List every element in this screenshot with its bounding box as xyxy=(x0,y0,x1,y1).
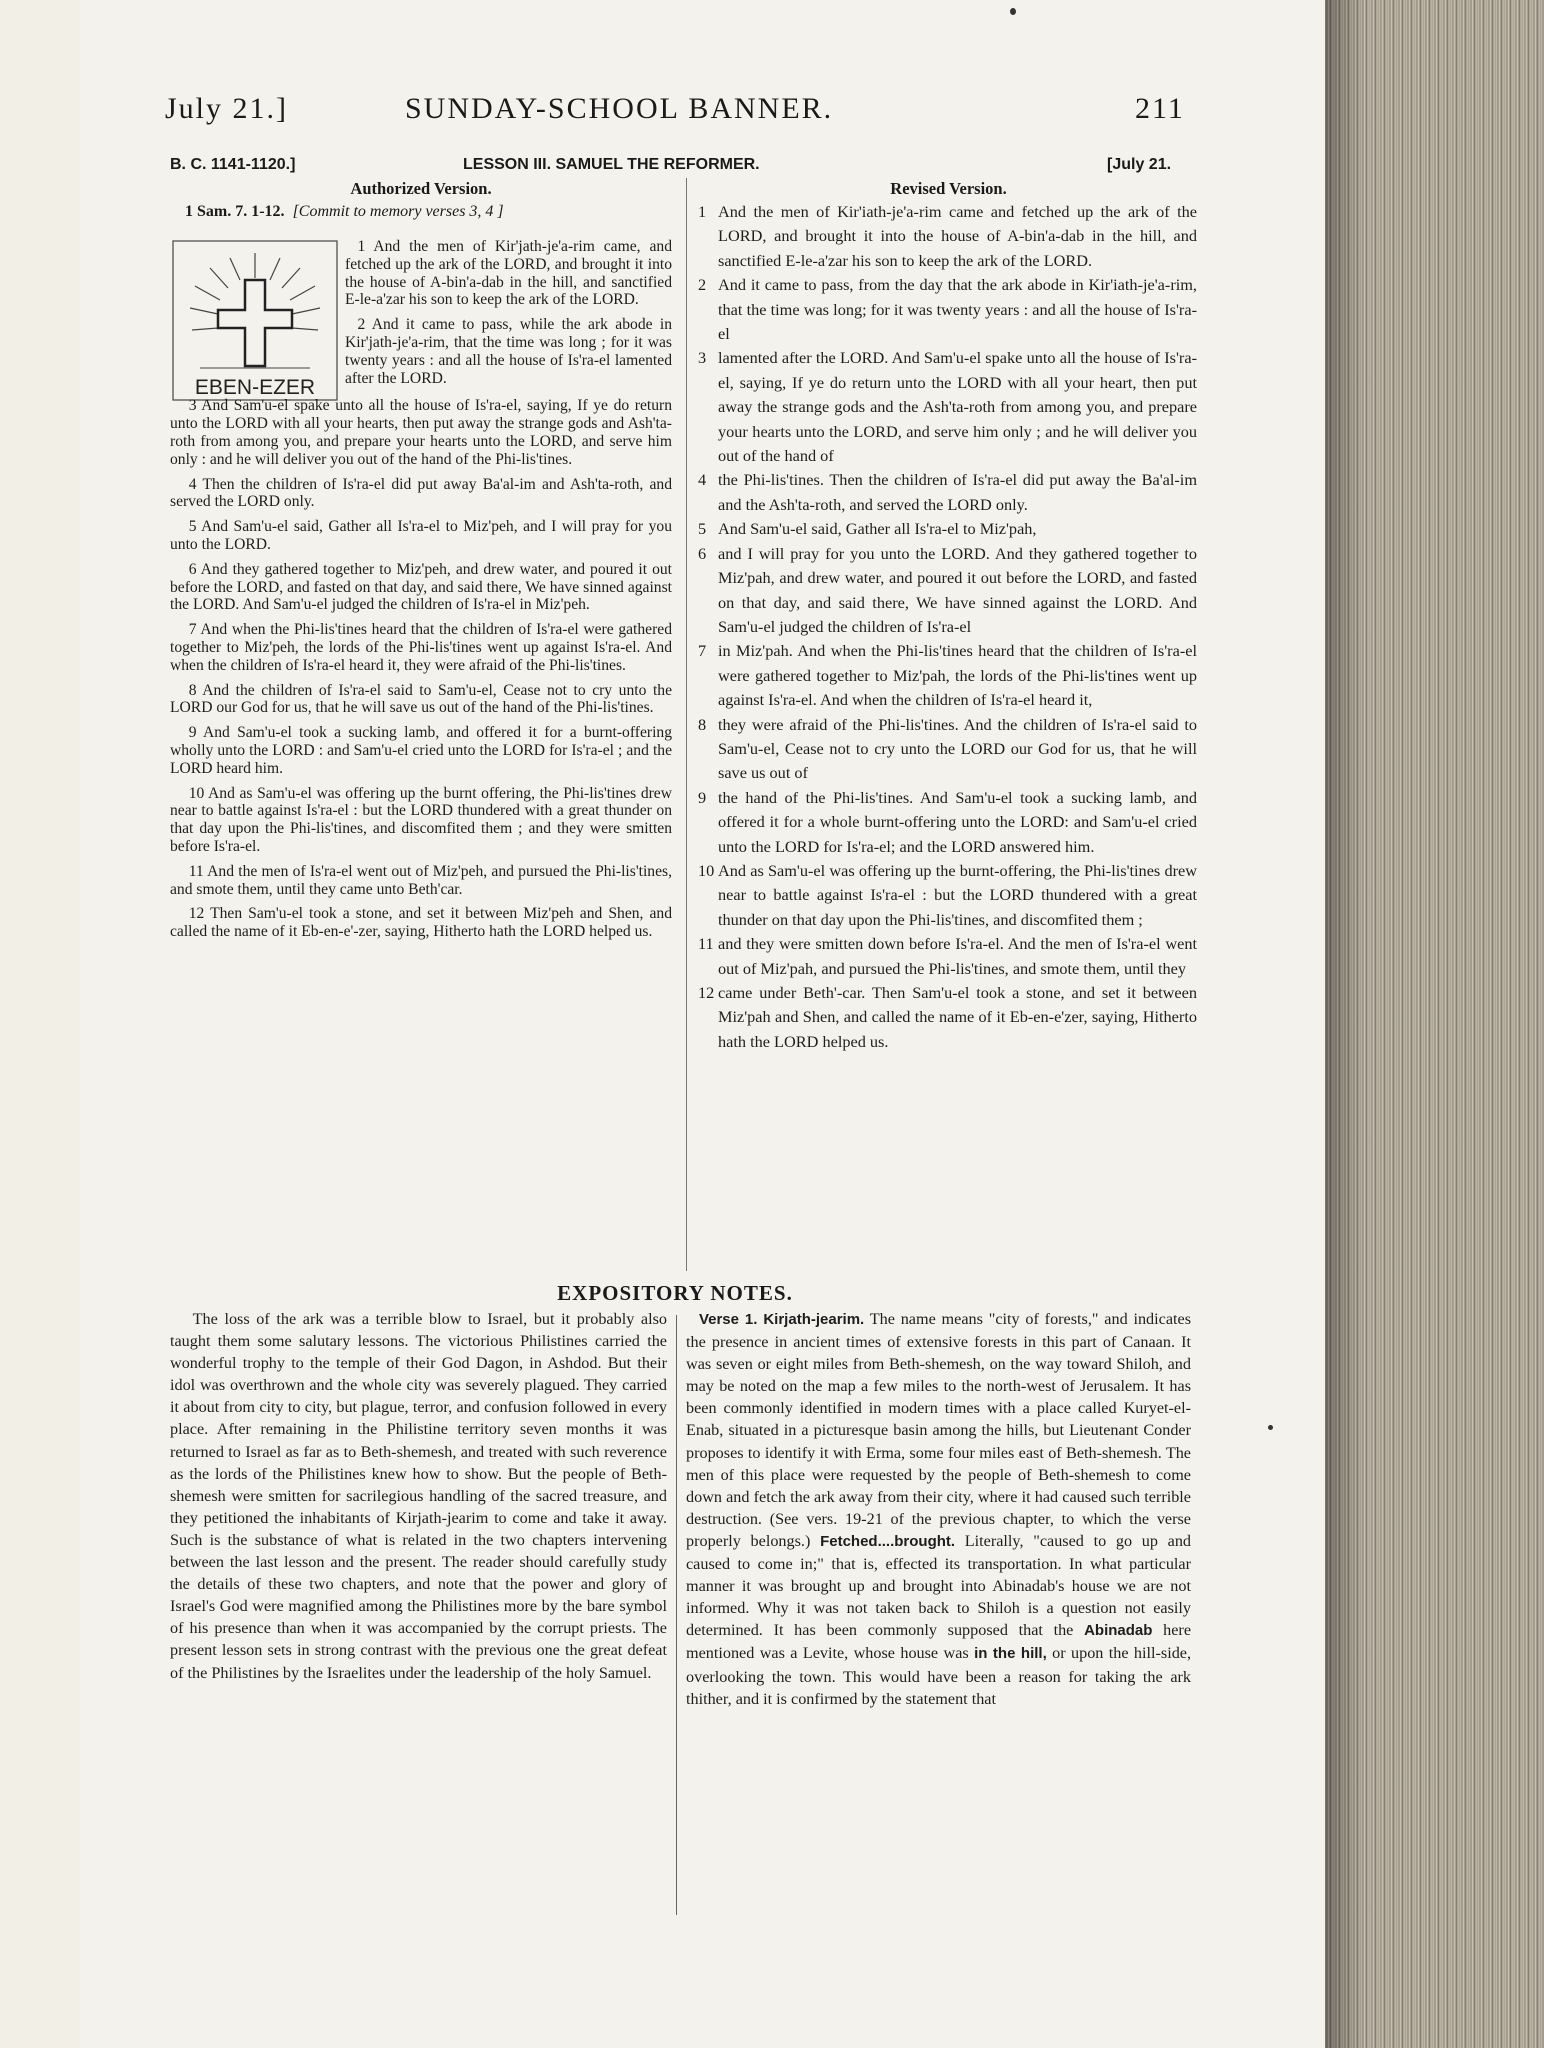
notes-text-fetched: Literally, "caused to go up and caused to come in;" that is, effected its transportation. In what particular manner it was brought up and brought into Abinadab's house we are not informed. Why it was not taken back to Shiloh is a question not easily determined. It has been commonly supposed that the xyxy=(686,1531,1192,1640)
scripture-passage: 1 Sam. 7. 1-12. xyxy=(185,203,285,220)
ink-speck xyxy=(1268,1425,1273,1430)
rv-verse-number: 5 xyxy=(698,519,707,539)
rv-verse-text: And as Sam'u-el was offering up the burnt-offering, the Phi-lis'tines drew near to battle against Is'ra-el : but the LORD thundered with a great thunder on that day upon the Phi-lis'tines, and discomfited them ; xyxy=(718,860,1197,929)
rv-verse-text: and they were smitten down before Is'ra-el. And the men of Is'ra-el went out of Miz'pah, and pursued the Phi-lis'tines, and smote them, until they xyxy=(718,934,1197,978)
page-number: 211 xyxy=(1135,92,1185,125)
ink-speck xyxy=(1010,8,1016,15)
rv-verse-number: 3 xyxy=(698,348,707,368)
rv-verse xyxy=(700,981,1197,1054)
notes-text-abinadab: here mentioned was a Levite, whose house was xyxy=(686,1621,1192,1663)
notes-head-abinadab: Abinadab xyxy=(1084,1622,1153,1640)
av-verse-1: 1 And the men of Kir'jath-je'a-rim came, and fetched up the ark of the LORD, and brought it into the house of A-bin'a-dab in the hill, and sanctified E-le-a'zar his son to keep the ark of the LORD. xyxy=(345,238,672,309)
rv-verse-number: 9 xyxy=(698,787,707,807)
av-verse-12: 12 Then Sam'u-el took a stone, and set it between Miz'peh and Shen, and called the name of it Eb-en-e'-zer, saying, Hitherto hath the LORD helped us. xyxy=(170,905,672,941)
notes-head-kirjath: Verse 1. Kirjath-jearim. xyxy=(698,1311,865,1328)
rv-verse-text: And it came to pass, from the day that the ark abode in Kir'iath-je'a-rim, that the time was long; for it was twenty years : and all the house of Is'ra-el xyxy=(718,275,1197,344)
running-head xyxy=(165,92,1185,136)
rv-verse-text: the hand of the Phi-lis'tines. And Sam'u-el took a sucking lamb, and offered it for a whole burnt-offering unto the LORD: and Sam'u-el cried unto the LORD for Is'ra-el; and the LORD answered him. xyxy=(718,787,1197,856)
notes-head-fetched: Fetched....brought. xyxy=(820,1532,956,1550)
av-verse-4: 4 Then the children of Is'ra-el did put away Ba'al-im and Ash'ta-roth, and served the LORD only. xyxy=(170,475,672,511)
revised-version-title: Revised Version. xyxy=(890,179,1007,198)
notes-left-column xyxy=(170,1308,667,1691)
rv-verse xyxy=(700,542,1197,640)
rv-verse-text: and I will pray for you unto the LORD. And they gathered together to Miz'pah, and drew water, and poured it out before the LORD, and fasted on that day, and said there, We have sinned against the LORD. And Sam'u-el judged the children of Is'ra-el xyxy=(718,543,1197,636)
rv-verse xyxy=(700,932,1197,981)
rv-verse-text: And Sam'u-el said, Gather all Is'ra-el to Miz'pah, xyxy=(718,519,1037,539)
lesson-date: [July 21. xyxy=(1107,156,1172,173)
notes-head-in-the-hill: in the hill, xyxy=(974,1645,1047,1663)
lesson-head xyxy=(170,156,1200,180)
notes-column-divider xyxy=(676,1315,677,1915)
expository-notes-title: EXPOSITORY NOTES. xyxy=(557,1281,793,1305)
rv-verse xyxy=(700,786,1197,859)
rv-verse-text: And the men of Kir'iath-je'a-rim came and fetched up the ark of the LORD, and brought it into the house of A-bin'a-dab in the hill, and sanctified E-le-a'zar his son to keep the ark of the LORD. xyxy=(718,202,1197,270)
rv-verse-number: 1 xyxy=(698,202,707,221)
rv-verse-text: came under Beth'-car. Then Sam'u-el took a stone, and set it between Miz'pah and Shen, and called the name of it Eb-en-e'zer, saying, Hitherto hath the LORD helped us. xyxy=(718,983,1197,1051)
rv-verse xyxy=(700,200,1197,273)
av-verse-9: 9 And Sam'u-el took a sucking lamb, and offered it for a burnt-offering wholly unto the LORD : and Sam'u-el cried unto the LORD for Is'ra-el ; and the LORD heard him. xyxy=(170,724,672,777)
notes-text-hill: or upon the hill-side, overlooking the town. This would have been a reason for taking the ark thither, and it is confirmed by the statement that xyxy=(686,1644,1192,1708)
rv-verse xyxy=(700,468,1197,517)
rv-verse xyxy=(700,517,1197,541)
column-divider xyxy=(686,178,687,1271)
rv-verse-text: lamented after the LORD. And Sam'u-el spake unto all the house of Is'ra-el, saying, If ye do return unto the LORD with all your heart, then put away the strange gods and the Ash'ta-roth from among you, and prepare your hearts unto the LORD, and serve him only ; and he will deliver you out of the hand of xyxy=(718,348,1197,466)
av-verse-11: 11 And the men of Is'ra-el went out of Miz'peh, and pursued the Phi-lis'tines, and smote them, until they came unto Beth'car. xyxy=(170,862,672,898)
rv-verse xyxy=(700,859,1197,932)
av-verse-7: 7 And when the Phi-lis'tines heard that the children of Is'ra-el were gathered together to Miz'peh, the lords of the Phi-lis'tines went up against Is'ra-el. And when the children of Is'ra-el heard it, they were afraid of the Phi-lis'tines. xyxy=(170,621,672,674)
rv-verse xyxy=(700,713,1197,786)
spine-shadow xyxy=(1325,0,1365,2048)
av-verse-2: 2 And it came to pass, while the ark abode in Kir'jath-je'a-rim, that the time was long ; for it was twenty years : and all the house of Is'ra-el lamented after the LORD. xyxy=(345,316,672,387)
running-head-title: SUNDAY-SCHOOL BANNER. xyxy=(405,92,834,125)
rv-verse-number: 4 xyxy=(698,470,707,490)
notes-verse-1-paragraph xyxy=(686,1308,1191,1710)
av-verse-10: 10 And as Sam'u-el was offering up the burnt offering, the Phi-lis'tines drew near to battle against Is'ra-el : but the LORD thundered with a great thunder on that day upon the Phi-lis'tines, and discomfited them ; and they were smitten before Is'ra-el. xyxy=(170,784,672,855)
revised-version-text xyxy=(700,200,1197,1054)
notes-text-kirjath: The name means "city of forests," and indicates the presence in ancient times of extensive forests in this part of Canaan. It was seven or eight miles from Beth-shemesh, on the way toward Shiloh, and may be noted on the map a few miles to the north-west of Jerusalem. It has been commonly identified in modern times with a place called Kuryet-el-Enab, situated in a picturesque basin among the hills, but Lieutenant Conder proposes to identify it with Erma, some four miles east of Beth-shemesh. The men of this place were requested by the people of Beth-shemesh to come down and fetch the ark away from their city, where it had caused such terrible destruction. (See vers. 19-21 of the previous chapter, to which the verse properly belongs.) xyxy=(686,1310,1191,1550)
memory-verses: [Commit to memory verses 3, 4 ] xyxy=(292,203,504,220)
lesson-date-range: B. C. 1141-1120.] xyxy=(170,156,296,173)
rv-verse xyxy=(700,639,1197,712)
authorized-version-title: Authorized Version. xyxy=(350,179,492,198)
notes-intro-paragraph: The loss of the ark was a terrible blow to Israel, but it probably also taught them some salutary lessons. The victorious Philistines carried the wonderful trophy to the temple of their God Dagon, in Ashdod. But their idol was overthrown and the whole city was severely plagued. They carried it about from city to city, but plague, terror, and confusion followed in every place. After remaining in the Philistine territory seven months it was returned to Israel as far as to Beth-shemesh, and treated with such reverence as the lords of the Philistines knew how to show. But the people of Beth-shemesh were smitten for sacrilegious handling of the sacred treasure, and they petitioned the inhabitants of Kirjath-jearim to come and take it away. Such is the substance of what is related in the two chapters intervening between the last lesson and the present. The reader should carefully study the details of these two chapters, and note that the power and glory of Israel's God were magnified among the Philistines more by the bare symbol of his presence than when it was accompanied by the corrupt priests. The present lesson sets in strong contrast with the previous one the great defeat of the Philistines by the Israelites under the leadership of the holy Samuel. xyxy=(170,1310,667,1682)
rv-verse-text: in Miz'pah. And when the Phi-lis'tines heard that the children of Is'ra-el were gathered together to Miz'pah, the lords of the Phi-lis'tines went up against Is'ra-el. And when the children of Is'ra-el heard it, xyxy=(718,641,1197,710)
av-verse-6: 6 And they gathered together to Miz'peh, and drew water, and poured it out before the LORD, and fasted on that day, and said there, We have sinned against the LORD. And Sam'u-el judged the children of Is'ra-el in Miz'peh. xyxy=(170,560,672,614)
lesson-title: LESSON III. SAMUEL THE REFORMER. xyxy=(463,156,760,173)
scripture-reference xyxy=(185,203,504,221)
notes-right-column xyxy=(686,1308,1191,1717)
rv-verse-number: 12 xyxy=(698,983,715,1002)
authorized-version-text xyxy=(170,238,672,948)
av-verse-5: 5 And Sam'u-el said, Gather all Is'ra-el to Miz'peh, and I will pray for you unto the LORD. xyxy=(170,518,672,553)
av-verse-3: 3 And Sam'u-el spake unto all the house of Is'ra-el, saying, If ye do return unto the LORD with all your hearts, then put away the strange gods and Ash'ta-roth from among you, and prepare your hearts unto the LORD, and serve him only : and he will deliver you out of the hand of the Phi-lis'tines. xyxy=(170,397,672,468)
rv-verse-text: the Phi-lis'tines. Then the children of Is'ra-el did put away the Ba'al-im and the Ash'ta-roth, and served the LORD only. xyxy=(718,470,1197,514)
rv-verse xyxy=(700,346,1197,468)
rv-verse-number: 6 xyxy=(698,543,707,563)
illustration-label: EBEN-EZER xyxy=(194,376,316,399)
rv-verse-number: 8 xyxy=(698,714,707,734)
rv-verse-number: 2 xyxy=(698,275,707,295)
rv-verse-text: they were afraid of the Phi-lis'tines. And the children of Is'ra-el said to Sam'u-el, Cease not to cry unto the LORD our God for us, that he will save us out of xyxy=(718,714,1197,783)
rv-verse xyxy=(700,273,1197,346)
scan-left-margin xyxy=(0,0,80,2048)
av-verse-8: 8 And the children of Is'ra-el said to Sam'u-el, Cease not to cry unto the LORD our God for us, that he will save us out of the hand of the Phi-lis'tines. xyxy=(170,681,672,717)
rv-verse-number: 11 xyxy=(698,934,714,954)
rv-verse-number: 10 xyxy=(698,860,715,880)
rv-verse-number: 7 xyxy=(698,641,707,661)
running-head-date: July 21.] xyxy=(165,92,288,125)
